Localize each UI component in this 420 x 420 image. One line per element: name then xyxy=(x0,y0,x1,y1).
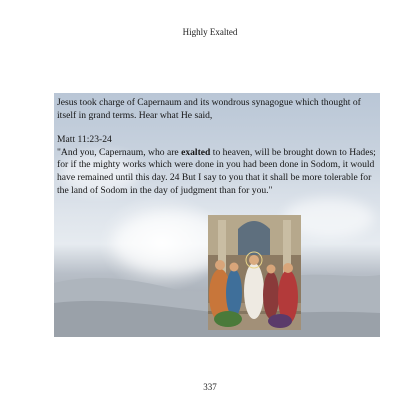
emphasized-word: exalted xyxy=(181,146,211,158)
intro-paragraph: Jesus took charge of Capernaum and its wondrous synagogue which thought of itself in grand terms. Hear what He said, xyxy=(57,97,361,121)
jesus-in-temple-painting xyxy=(208,215,301,330)
scripture-reference: Matt 11:23-24 xyxy=(57,134,112,146)
scripture-quote xyxy=(57,147,377,197)
quote-text: "And you, Capernaum, who are xyxy=(57,146,182,158)
page-number: 337 xyxy=(203,382,217,392)
quote-text: to heaven, will be brought down to Hades; for if the mighty works which were done in you had been done in Sodom, it would have remained until this day. 24 But I say to you that it shall be more tolerable for the land of Sodom in the day of judgment than for you." xyxy=(57,146,376,196)
running-head: Highly Exalted xyxy=(182,27,238,37)
background-panel xyxy=(54,93,380,337)
main-text xyxy=(57,97,377,197)
